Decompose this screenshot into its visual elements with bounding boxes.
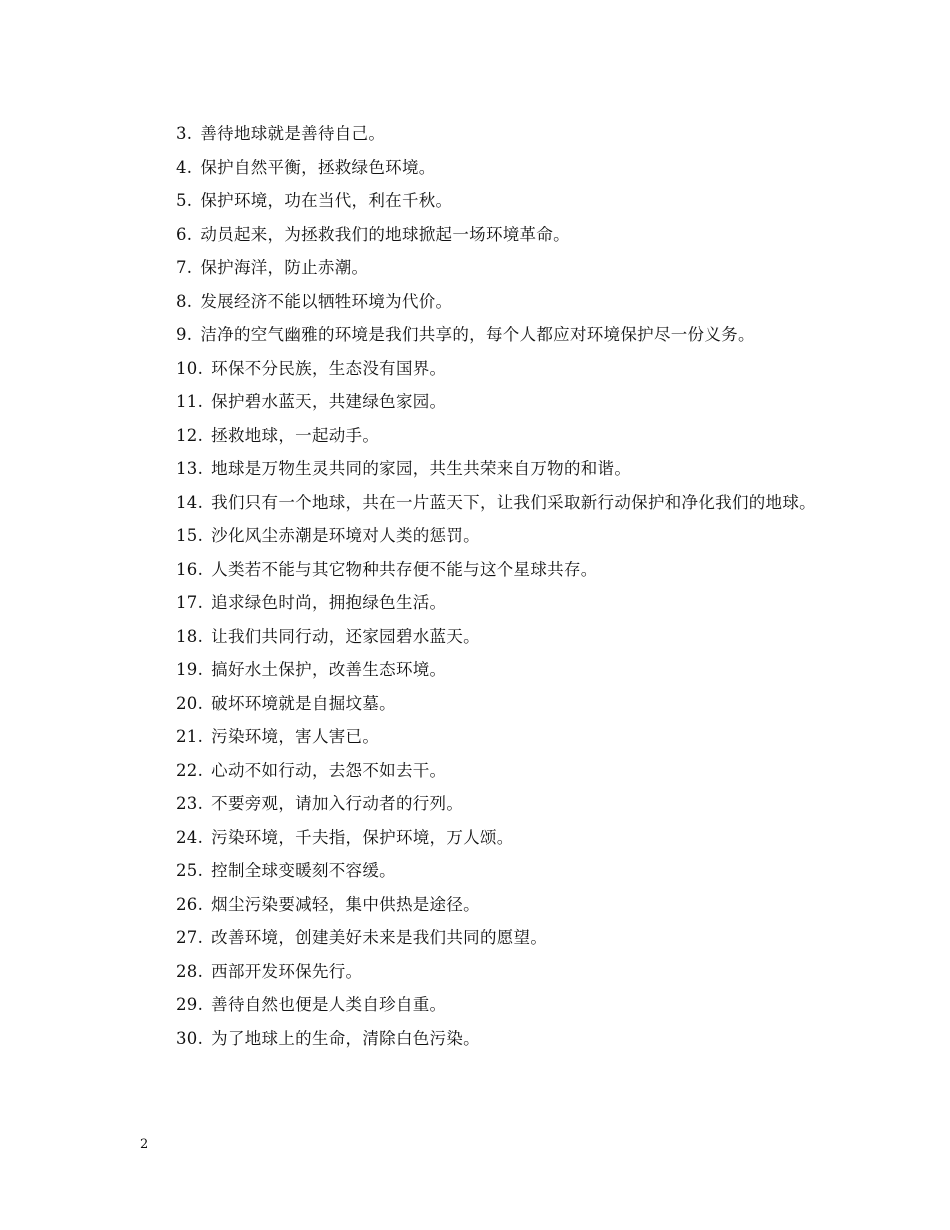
item-number: 10. — [176, 358, 204, 378]
page-number: 2 — [140, 1137, 149, 1152]
item-number: 12. — [176, 425, 204, 445]
item-text: 烟尘污染要减轻，集中供热是途径。 — [211, 894, 480, 914]
item-number: 22. — [176, 760, 204, 780]
list-item — [140, 720, 820, 754]
slogan-list — [140, 117, 820, 1055]
item-text: 我们只有一个地球，共在一片蓝天下，让我们采取新行动保护和净化我们的地球。 — [211, 492, 816, 512]
item-text: 保护海洋，防止赤潮。 — [200, 258, 369, 277]
item-text: 善待地球就是善待自己。 — [200, 124, 386, 143]
list-item — [140, 251, 820, 285]
list-item — [140, 888, 820, 922]
list-item — [140, 586, 820, 620]
list-item — [140, 821, 820, 855]
list-item — [140, 486, 820, 520]
item-number: 8. — [176, 291, 193, 311]
item-text: 污染环境，害人害已。 — [211, 727, 380, 746]
item-text: 人类若不能与其它物种共存便不能与这个星球共存。 — [211, 559, 598, 579]
item-number: 5. — [176, 191, 193, 210]
list-item — [140, 452, 820, 486]
item-text: 保护环境，功在当代，利在千秋。 — [200, 191, 453, 210]
list-item — [140, 151, 820, 185]
item-number: 16. — [176, 559, 204, 579]
item-text: 洁净的空气幽雅的环境是我们共享的，每个人都应对环境保护尽一份义务。 — [200, 325, 755, 344]
item-text: 保护自然平衡，拯救绿色环境。 — [200, 157, 436, 177]
list-item — [140, 318, 820, 352]
item-number: 29. — [176, 995, 204, 1014]
item-number: 6. — [176, 224, 193, 244]
item-number: 25. — [176, 861, 204, 880]
list-item — [140, 988, 820, 1022]
item-text: 西部开发环保先行。 — [211, 961, 363, 981]
list-item — [140, 854, 820, 888]
list-item — [140, 385, 820, 419]
item-text: 不要旁观，请加入行动者的行列。 — [211, 794, 464, 813]
item-number: 27. — [176, 928, 204, 947]
list-item — [140, 519, 820, 553]
item-text: 保护碧水蓝天，共建绿色家园。 — [211, 392, 447, 411]
list-item — [140, 184, 820, 218]
item-number: 15. — [176, 526, 204, 545]
item-number: 28. — [176, 961, 204, 981]
item-number: 3. — [176, 124, 193, 143]
list-item — [140, 921, 820, 955]
item-number: 21. — [176, 727, 204, 746]
item-text: 心动不如行动，去怨不如去干。 — [211, 760, 447, 780]
item-number: 13. — [176, 459, 204, 478]
item-text: 追求绿色时尚，拥抱绿色生活。 — [211, 593, 447, 612]
item-number: 20. — [176, 693, 204, 713]
item-number: 4. — [176, 157, 193, 177]
item-text: 地球是万物生灵共同的家园，共生共荣来自万物的和谐。 — [211, 459, 632, 478]
item-text: 拯救地球，一起动手。 — [211, 425, 380, 445]
item-number: 24. — [176, 827, 204, 847]
item-text: 善待自然也便是人类自珍自重。 — [211, 995, 447, 1014]
list-item — [140, 653, 820, 687]
item-number: 11. — [176, 392, 204, 411]
item-number: 19. — [176, 660, 204, 679]
item-text: 破坏环境就是自掘坟墓。 — [211, 693, 396, 713]
item-number: 14. — [176, 492, 204, 512]
item-number: 9. — [176, 325, 193, 344]
item-text: 控制全球变暖刻不容缓。 — [211, 861, 396, 880]
item-text: 动员起来，为拯救我们的地球掀起一场环境革命。 — [200, 224, 570, 244]
item-number: 26. — [176, 894, 204, 914]
list-item — [140, 787, 820, 821]
item-text: 搞好水土保护，改善生态环境。 — [211, 660, 447, 679]
list-item — [140, 620, 820, 654]
list-item — [140, 419, 820, 453]
list-item — [140, 352, 820, 386]
item-text: 沙化风尘赤潮是环境对人类的惩罚。 — [211, 526, 480, 545]
item-number: 30. — [176, 1028, 204, 1048]
item-text: 污染环境，千夫指，保护环境，万人颂。 — [211, 827, 514, 847]
list-item — [140, 1022, 820, 1056]
list-item — [140, 117, 820, 151]
item-number: 18. — [176, 626, 204, 646]
list-item — [140, 754, 820, 788]
item-text: 改善环境，创建美好未来是我们共同的愿望。 — [211, 928, 548, 947]
list-item — [140, 218, 820, 252]
item-text: 让我们共同行动，还家园碧水蓝天。 — [211, 626, 480, 646]
item-text: 环保不分民族，生态没有国界。 — [211, 358, 447, 378]
item-text: 为了地球上的生命，清除白色污染。 — [211, 1028, 480, 1048]
item-number: 7. — [176, 258, 193, 277]
list-item — [140, 553, 820, 587]
list-item — [140, 955, 820, 989]
item-number: 17. — [176, 593, 204, 612]
item-number: 23. — [176, 794, 204, 813]
item-text: 发展经济不能以牺牲环境为代价。 — [200, 291, 453, 311]
list-item — [140, 687, 820, 721]
list-item — [140, 285, 820, 319]
